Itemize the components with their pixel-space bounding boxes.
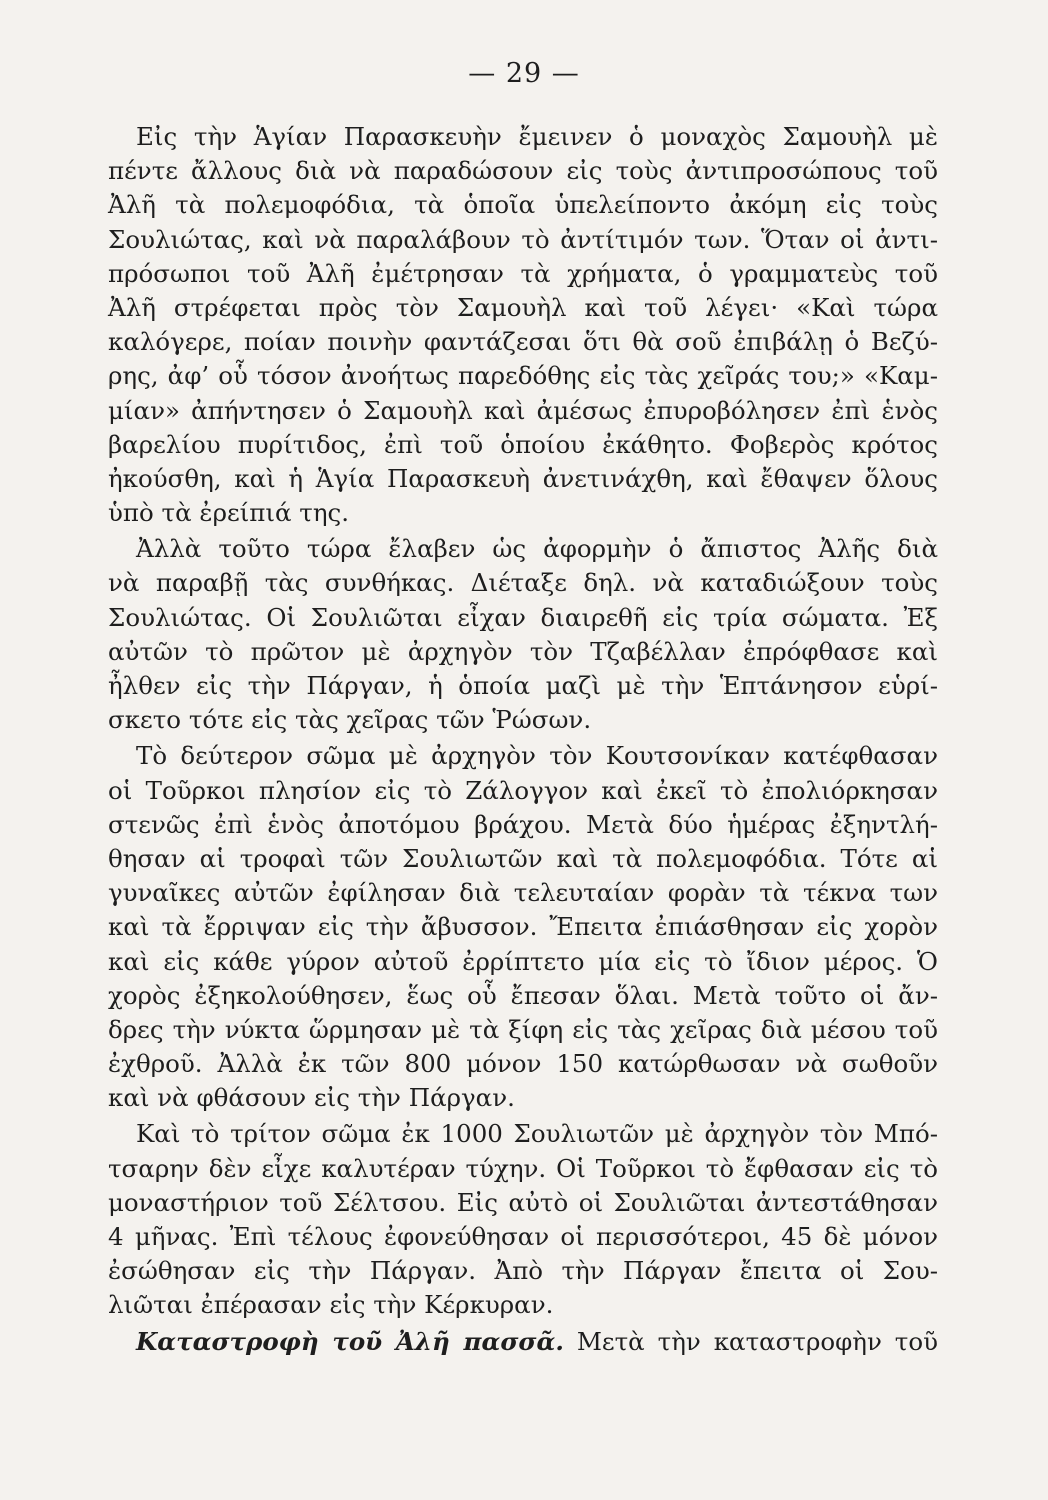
text-line: αὐτῶν τὸ πρῶτον μὲ ἀρχηγὸν τὸν Τζαβέλλαν ἐπρόφθασε καὶ xyxy=(108,636,938,666)
text-line: πέντε ἄλλους διὰ νὰ παραδώσουν εἰς τοὺς ἀντιπροσώπους τοῦ xyxy=(108,156,938,186)
text-line: ἐσώθησαν εἰς τὴν Πάργαν. Ἀπὸ τὴν Πάργαν ἔπειτα οἱ Σου- xyxy=(108,1256,938,1286)
text-line: Ἀλλὰ τοῦτο τώρα ἔλαβεν ὡς ἀφορμὴν ὁ ἄπιστος Ἀλῆς διὰ xyxy=(136,534,938,564)
text-line: Εἰς τὴν Ἁγίαν Παρασκευὴν ἔμεινεν ὁ μοναχὸς Σαμουὴλ μὲ xyxy=(136,122,938,151)
text-line: 4 μῆνας. Ἐπὶ τέλους ἐφονεύθησαν οἱ περισσότεροι, 45 δὲ μόνον xyxy=(108,1222,938,1251)
text-line: καὶ τὰ ἔρριψαν εἰς τὴν ἄβυσσον. Ἔπειτα ἐπιάσθησαν εἰς χορὸν xyxy=(108,912,938,942)
page-number: — 29 — xyxy=(468,58,580,89)
body-text xyxy=(108,120,938,1359)
text-line: καλόγερε, ποίαν ποινὴν φαντάζεσαι ὅτι θὰ σοῦ ἐπιβάλῃ ὁ Βεζύ- xyxy=(108,327,938,357)
text-line xyxy=(108,1325,938,1359)
text-line: στενῶς ἐπὶ ἑνὸς ἀποτόμου βράχου. Μετὰ δύο ἡμέρας ἐξηντλή- xyxy=(108,809,938,839)
text-line: ἠκούσθη, καὶ ἡ Ἁγία Παρασκευὴ ἀνετινάχθη, καὶ ἔθαψεν ὅλους xyxy=(108,463,938,493)
text-line: ἐχθροῦ. Ἀλλὰ ἐκ τῶν 800 μόνον 150 κατώρθωσαν νὰ σωθοῦν xyxy=(108,1049,938,1079)
text-line: γυναῖκες αὐτῶν ἐφίλησαν διὰ τελευταίαν φορὰν τὰ τέκνα των xyxy=(108,878,938,908)
text-line: Σουλιώτας. Οἱ Σουλιῶται εἶχαν διαιρεθῆ εἰς τρία σώματα. Ἐξ xyxy=(108,602,938,632)
text-line: χορὸς ἐξηκολούθησεν, ἕως οὗ ἔπεσαν ὅλαι. Μετὰ τοῦτο οἱ ἄν- xyxy=(108,980,938,1010)
text-line: Ἀλῆ στρέφεται πρὸς τὸν Σαμουὴλ καὶ τοῦ λέγει· «Καὶ τώρα xyxy=(108,292,938,322)
text-line: καὶ νὰ φθάσουν εἰς τὴν Πάργαν. xyxy=(108,1083,515,1113)
paragraph-1 xyxy=(108,120,938,530)
text-line: νὰ παραβῇ τὰς συνθήκας. Διέταξε δηλ. νὰ καταδιώξουν τοὺς xyxy=(108,568,938,598)
text-line: δρες τὴν νύκτα ὥρμησαν μὲ τὰ ξίφη εἰς τὰς χεῖρας διὰ μέσου τοῦ xyxy=(108,1014,938,1044)
text-line: μίαν» ἀπήντησεν ὁ Σαμουὴλ καὶ ἀμέσως ἐπυροβόλησεν ἐπὶ ἑνὸς xyxy=(108,395,938,425)
text-line: Ἀλῆ τὰ πολεμοφόδια, τὰ ὁποῖα ὑπελείποντο ἀκόμη εἰς τοὺς xyxy=(108,190,938,220)
text-line: οἱ Τοῦρκοι πλησίον εἰς τὸ Ζάλογγον καὶ ἐκεῖ τὸ ἐπολιόρκησαν xyxy=(108,775,938,805)
section-heading-continuation: Μετὰ τὴν καταστροφὴν τοῦ xyxy=(576,1326,938,1356)
text-line: Καὶ τὸ τρίτον σῶμα ἐκ 1000 Σουλιωτῶν μὲ ἀρχηγὸν τὸν Μπό- xyxy=(136,1119,938,1149)
text-line: ὑπὸ τὰ ἐρείπιά της. xyxy=(108,498,350,528)
section-heading: Καταστροφὴ τοῦ Ἀλῆ πασσᾶ. xyxy=(136,1326,564,1356)
text-line: λιῶται ἐπέρασαν εἰς τὴν Κέρκυραν. xyxy=(108,1290,554,1320)
text-line: καὶ εἰς κάθε γύρον αὐτοῦ ἐρρίπτετο μία εἰς τὸ ἴδιον μέρος. Ὁ xyxy=(108,946,938,976)
paragraph-5 xyxy=(108,1325,938,1359)
text-line: ἦλθεν εἰς τὴν Πάργαν, ἡ ὁποία μαζὶ μὲ τὴν Ἑπτάνησον εὑρί- xyxy=(108,671,938,700)
text-line: πρόσωποι τοῦ Ἀλῆ ἐμέτρησαν τὰ χρήματα, ὁ γραμματεὺς τοῦ xyxy=(108,258,938,288)
text-line: θησαν αἱ τροφαὶ τῶν Σουλιωτῶν καὶ τὰ πολεμοφόδια. Τότε αἱ xyxy=(108,843,938,873)
text-line: Σουλιώτας, καὶ νὰ παραλάβουν τὸ ἀντίτιμόν των. Ὅταν οἱ ἀντι- xyxy=(108,224,938,254)
text-line: μοναστήριον τοῦ Σέλτσου. Εἰς αὐτὸ οἱ Σουλιῶται ἀντεστάθησαν xyxy=(108,1187,938,1217)
text-line: τσαρην δὲν εἶχε καλυτέραν τύχην. Οἱ Τοῦρκοι τὸ ἔφθασαν εἰς τὸ xyxy=(108,1153,938,1183)
text-line: Τὸ δεύτερον σῶμα μὲ ἀρχηγὸν τὸν Κουτσονίκαν κατέφθασαν xyxy=(136,741,938,771)
paragraph-4 xyxy=(108,1117,938,1322)
paragraph-2 xyxy=(108,532,938,737)
paragraph-3 xyxy=(108,739,938,1115)
text-line: ρης, ἀφ’ οὗ τόσον ἀνοήτως παρεδόθης εἰς τὰς χεῖράς του;» «Καμ- xyxy=(108,361,938,391)
text-line: βαρελίου πυρίτιδος, ἐπὶ τοῦ ὁποίου ἐκάθητο. Φοβερὸς κρότος xyxy=(108,429,938,459)
text-line: σκετο τότε εἰς τὰς χεῖρας τῶν Ῥώσων. xyxy=(108,705,592,735)
